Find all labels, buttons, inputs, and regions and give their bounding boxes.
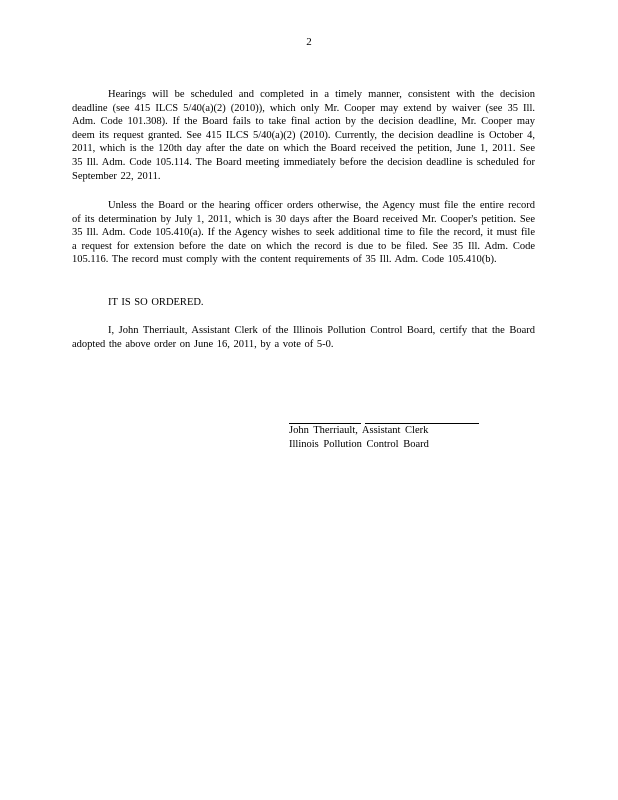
signature-lines (289, 412, 481, 424)
paragraph-certification: I, John Therriault, Assistant Clerk of the Illinois Pollution Control Board, certify that the Board adopted the above order on June 16, 2011, by a vote of 5-0. (72, 325, 535, 350)
signature-block (289, 412, 481, 451)
paragraph-ordered: IT IS SO ORDERED. (108, 297, 204, 308)
paragraph-hearings: Hearings will be scheduled and completed in a timely manner, consistent with the decision deadline (see 415 ILCS 5/40(a)(2) (2010)), which only Mr. Cooper may extend by waiver (see 35 Ill. Adm. Code 101.308). If the Board fails to take final action by the decision deadline, Mr. Cooper may deem its request granted. See 415 ILCS 5/40(a)(2) (2010). Currently, the decision deadline is October 4, 2011, which is the 120th day after the date on which the Board received the petition, June 1, 2011. See 35 Ill. Adm. Code 105.114. The Board meeting immediately before the decision deadline is scheduled for September 22, 2011. (72, 89, 535, 182)
signer-organization: Illinois Pollution Control Board (289, 438, 429, 450)
signer-name-title: John Therriault, Assistant Clerk (289, 425, 429, 436)
paragraph-record-filing: Unless the Board or the hearing officer orders otherwise, the Agency must file the entire record of its determination by July 1, 2011, which is 30 days after the Board received Mr. Cooper's petition. See 35 Ill. Adm. Code 105.410(a). If the Agency wishes to seek additional time to file the record, it must file a request for extension before the date on which the record is due to be filed. See 35 Ill. Adm. Code 105.116. The record must comply with the content requirements of 35 Ill. Adm. Code 105.410(b). (72, 200, 535, 266)
signature-line (365, 423, 479, 424)
signature-line (289, 423, 361, 424)
page-number: 2 (306, 36, 312, 48)
